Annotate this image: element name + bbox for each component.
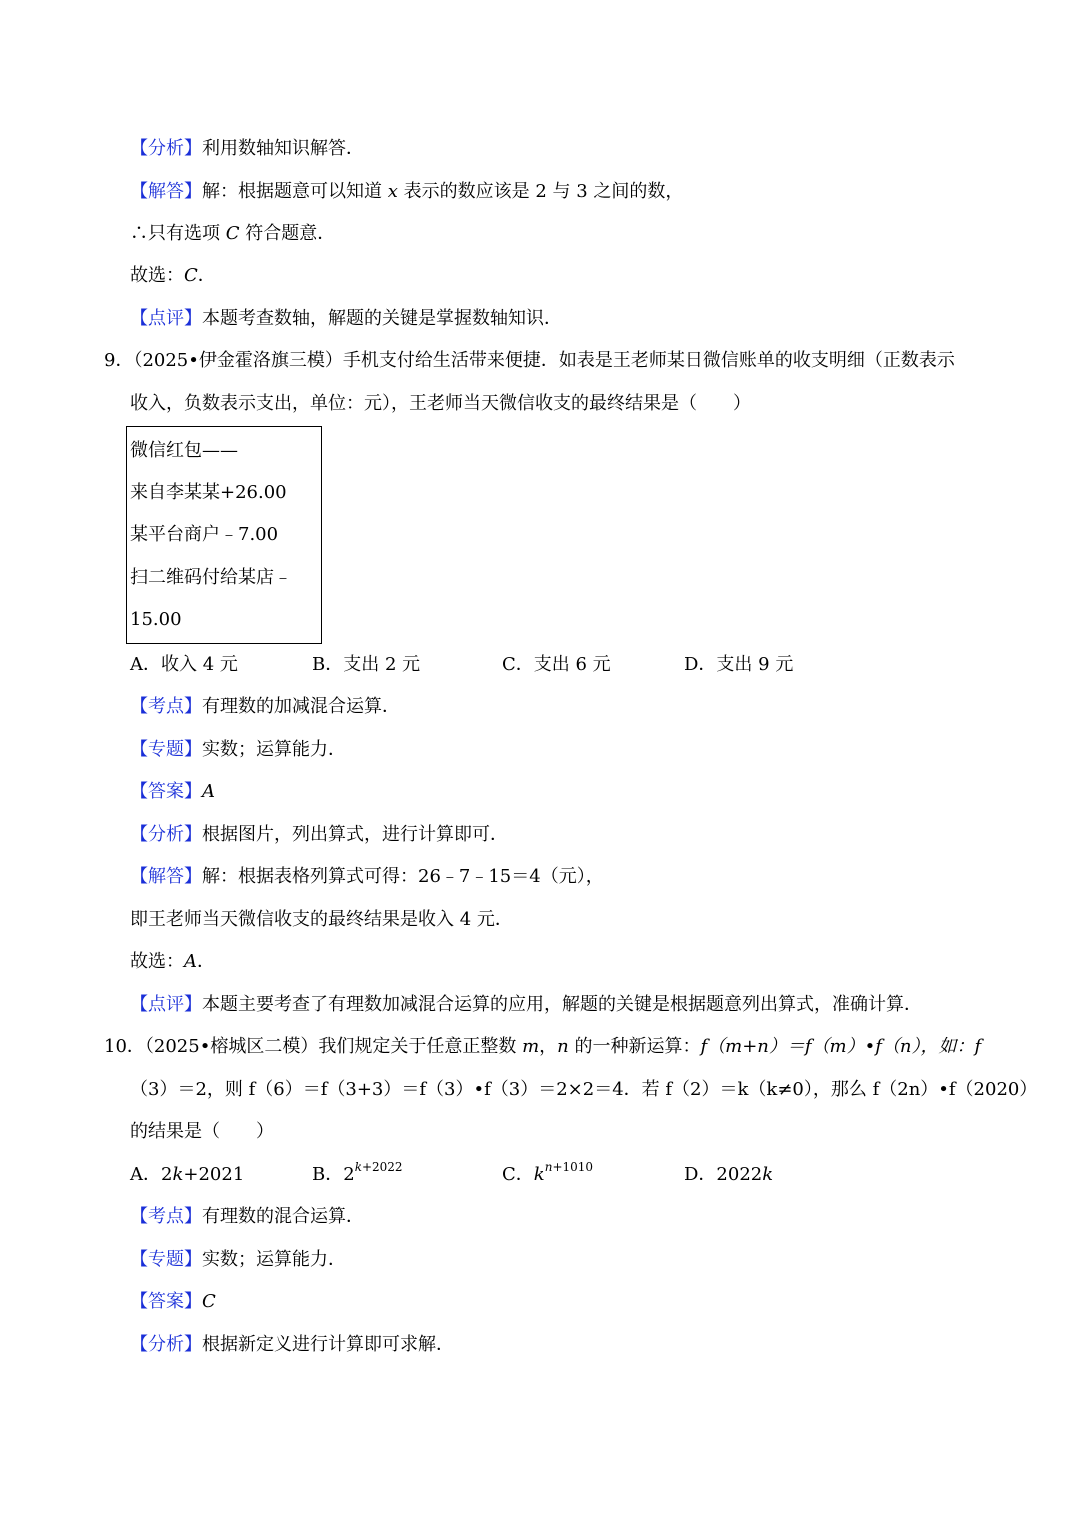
option-label: B．2 — [312, 1164, 355, 1185]
variable: n — [557, 1036, 569, 1057]
variable: C — [225, 223, 240, 244]
table-row: 扫二维码付给某店﹣ — [130, 567, 292, 588]
question-text: ， — [539, 1036, 558, 1057]
variable: m — [522, 1036, 540, 1057]
analysis-line — [130, 1328, 454, 1362]
solution-text: 解：根据题意可以知道 — [202, 181, 382, 202]
wechat-bill-table — [126, 426, 322, 644]
analysis-tag: 【分析】 — [130, 824, 202, 845]
option-text: +2021 — [183, 1164, 245, 1185]
answer-tag: 【答案】 — [130, 1291, 202, 1312]
question-9-stem-cont — [130, 387, 751, 421]
variable: k — [762, 1164, 774, 1185]
analysis-text: 根据新定义进行计算即可求解． — [202, 1334, 454, 1355]
answer-line — [130, 775, 215, 809]
option-label: D．2022 — [684, 1164, 763, 1185]
knowledge-point-tag: 【考点】 — [130, 1206, 202, 1227]
question-10-stem-cont — [130, 1073, 1037, 1107]
question-10-stem-cont — [130, 1115, 274, 1149]
option-b — [312, 1158, 403, 1192]
table-row: 某平台商户﹣7.00 — [130, 524, 279, 545]
table-row: 15.00 — [130, 609, 182, 630]
question-number: 9． — [104, 350, 134, 371]
variable: k — [172, 1164, 184, 1185]
variable: n — [544, 1160, 553, 1174]
question-text: 的一种新运算： — [574, 1036, 701, 1057]
choice-line — [130, 945, 215, 979]
exponent-text: +1010 — [552, 1160, 594, 1174]
option-label: A．2 — [130, 1164, 173, 1185]
option-d: D．支出 9 元 — [684, 654, 794, 675]
table-row: 微信红包—— — [130, 440, 238, 461]
therefore-line — [130, 217, 335, 251]
therefore-text: ∴只有选项 — [130, 223, 220, 244]
option-a: A．收入 4 元 — [130, 654, 238, 675]
choice-line — [130, 259, 216, 293]
variable: k — [533, 1164, 545, 1185]
question-text: （2025•榕城区二模）我们规定关于任意正整数 — [144, 1036, 517, 1057]
option-a — [130, 1158, 244, 1192]
knowledge-point-text: 有理数的混合运算． — [202, 1206, 364, 1227]
knowledge-point-line — [130, 1200, 364, 1234]
variable: A — [184, 951, 197, 972]
option-c — [502, 1158, 593, 1192]
option-d — [684, 1158, 773, 1192]
choice-text: ． — [197, 265, 216, 286]
solution-tag: 【解答】 — [130, 181, 202, 202]
option-c: C．支出 6 元 — [502, 654, 611, 675]
question-text: 的结果是（ ） — [130, 1121, 274, 1142]
variable: x — [387, 181, 398, 202]
question-text: （3）＝2，则 f（6）＝f（3+3）＝f（3）•f（3）＝2×2＝4．若 f（2）＝k（k≠0），那么 f（2n）•f（2020） — [130, 1079, 1038, 1100]
solution-line — [130, 175, 683, 209]
topic-line — [130, 1243, 346, 1277]
answer-value: A — [202, 781, 215, 802]
solution-cont-line — [130, 903, 513, 937]
variable: C — [184, 265, 198, 286]
question-10-stem — [104, 1030, 981, 1064]
knowledge-point-text: 有理数的加减混合运算． — [202, 696, 400, 717]
question-text: （2025•伊金霍洛旗三模）手机支付给生活带来便捷．如表是王老师某日微信账单的收支明细（正数表示 — [133, 350, 955, 371]
option-b: B．支出 2 元 — [312, 654, 421, 675]
question-formula: f（m+n）＝f（m）•f（n），如：f — [700, 1036, 982, 1057]
analysis-text: 利用数轴知识解答． — [202, 138, 364, 159]
therefore-text: 符合题意． — [245, 223, 336, 244]
analysis-text: 根据图片，列出算式，进行计算即可． — [202, 824, 508, 845]
table-row: 来自李某某+26.00 — [130, 482, 287, 503]
topic-tag: 【专题】 — [130, 739, 202, 760]
comment-text: 本题考查数轴，解题的关键是掌握数轴知识． — [202, 308, 562, 329]
solution-text: 即王老师当天微信收支的最终结果是收入 4 元． — [130, 909, 513, 930]
comment-tag: 【点评】 — [130, 308, 202, 329]
choice-text: 故选： — [130, 265, 184, 286]
answer-line — [130, 1285, 216, 1319]
topic-line — [130, 733, 346, 767]
comment-line — [130, 302, 562, 336]
analysis-tag: 【分析】 — [130, 138, 202, 159]
solution-line — [130, 860, 604, 894]
option-label: C． — [502, 1164, 534, 1185]
topic-tag: 【专题】 — [130, 1249, 202, 1270]
question-number: 10． — [104, 1036, 145, 1057]
comment-text: 本题主要考查了有理数加减混合运算的应用，解题的关键是根据题意列出算式，准确计算． — [202, 994, 922, 1015]
answer-value: C — [202, 1291, 216, 1312]
analysis-line — [130, 818, 508, 852]
analysis-tag: 【分析】 — [130, 1334, 202, 1355]
exponent — [355, 1160, 403, 1174]
exponent — [545, 1160, 593, 1174]
solution-tag: 【解答】 — [130, 866, 202, 887]
exponent-text: +2022 — [361, 1160, 403, 1174]
solution-text: 表示的数应该是 2 与 3 之间的数， — [403, 181, 684, 202]
question-text: 收入，负数表示支出，单位：元），王老师当天微信收支的最终结果是（ ） — [130, 393, 751, 414]
topic-text: 实数；运算能力． — [202, 1249, 346, 1270]
choice-text: 故选： — [130, 951, 184, 972]
topic-text: 实数；运算能力． — [202, 739, 346, 760]
comment-line — [130, 988, 922, 1022]
answer-tag: 【答案】 — [130, 781, 202, 802]
knowledge-point-line — [130, 690, 400, 724]
variable: k — [354, 1160, 362, 1174]
analysis-line — [130, 132, 364, 166]
comment-tag: 【点评】 — [130, 994, 202, 1015]
knowledge-point-tag: 【考点】 — [130, 696, 202, 717]
solution-text: 解：根据表格列算式可得：26﹣7﹣15＝4（元）， — [202, 866, 604, 887]
question-9-stem — [104, 344, 955, 378]
choice-text: ． — [197, 951, 215, 972]
